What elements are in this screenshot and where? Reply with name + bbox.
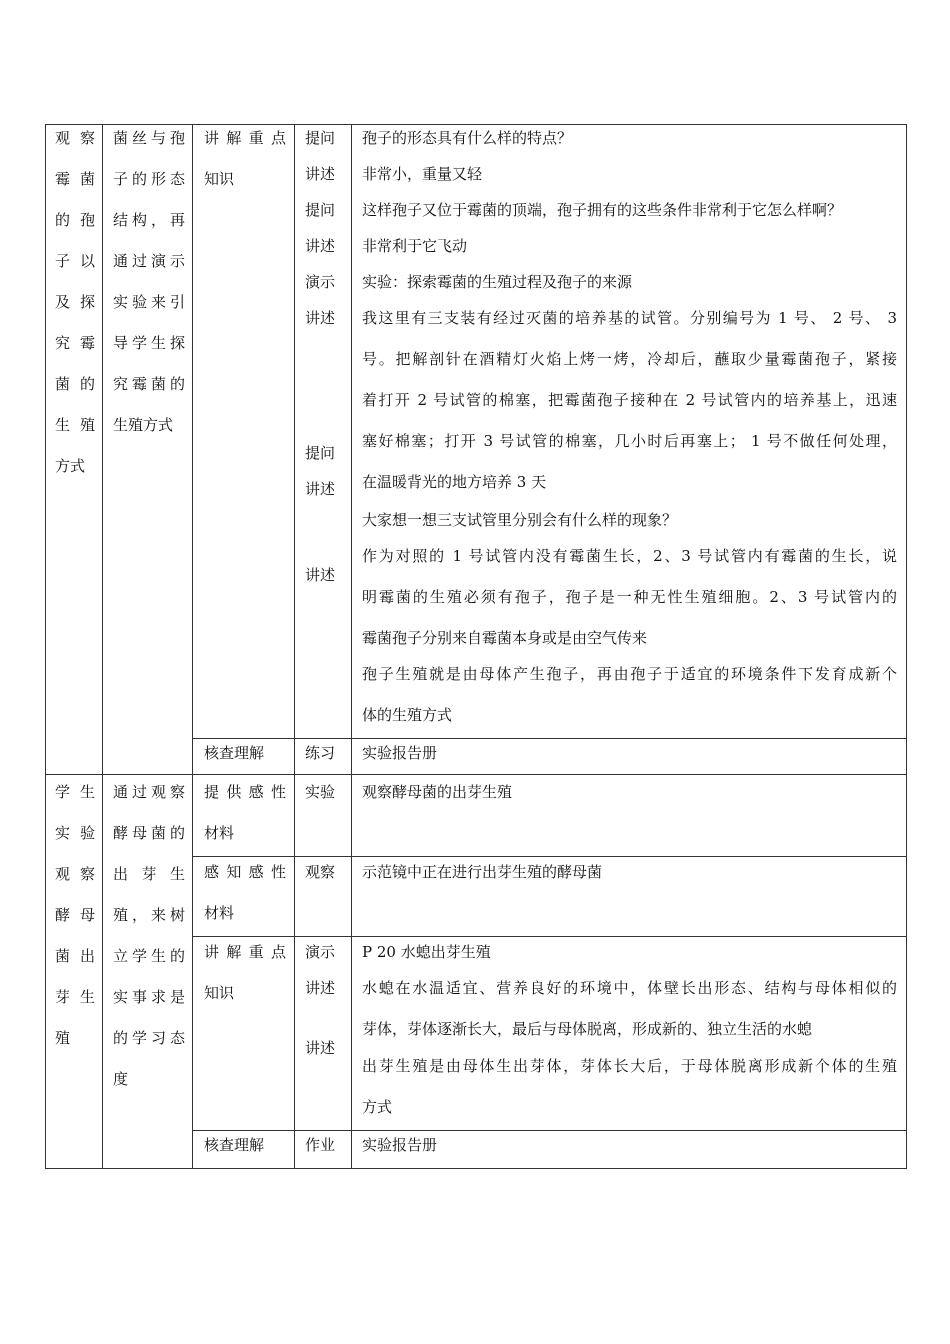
goal-line: 实验来引 [113,293,185,311]
activity-label: 提问 [305,201,336,219]
activity-label: 观察 [305,863,336,881]
stage-label: 知识 [204,170,235,188]
content-line: 出芽生殖是由母体生出芽体，芽体长大后，于母体脱离形成新个体的生殖 [362,1057,897,1075]
stage-label: 讲 解 重 点 [204,129,286,147]
content-line: 非常小，重量又轻 [362,165,483,183]
goal-line: 通过观察 [113,783,185,801]
activity-label: 提问 [305,129,336,147]
topic-line: 观 察 [55,129,95,147]
goal-line: 导学生探 [113,334,185,352]
topic-line: 实 验 [55,824,95,842]
goal-line: 度 [113,1070,129,1088]
content-line: 方式 [362,1098,393,1116]
activity-label: 讲述 [305,309,336,327]
content-line: 在温暖背光的地方培养 3 天 [362,473,547,491]
col-divider [351,124,352,1169]
activity-label: 讲述 [305,1039,336,1057]
topic-line: 子 以 [55,252,95,270]
topic-line: 究 霉 [55,334,95,352]
goal-line: 究霉菌的 [113,375,185,393]
activity-label: 讲述 [305,480,336,498]
goal-line: 子的形态 [113,170,185,188]
stage-label: 感 知 感 性 [204,863,286,881]
content-line: 芽体，芽体逐渐长大，最后与母体脱离，形成新的、独立生活的水螅 [362,1020,813,1038]
content-line: P 20 水螅出芽生殖 [362,943,491,961]
goal-line: 结构，再 [113,211,185,229]
topic-line: 方式 [55,457,86,475]
topic-line: 霉 菌 [55,170,95,188]
goal-line: 立学生的 [113,947,185,965]
content-line: 水螅在水温适宜、营养良好的环境中，体壁长出形态、结构与母体相似的 [362,979,897,997]
table-border-left [45,124,46,1169]
topic-line: 学 生 [55,783,95,801]
goal-line: 生殖方式 [113,416,174,434]
topic-line: 酵 母 [55,906,95,924]
topic-line: 的 孢 [55,211,95,229]
content-line: 我这里有三支装有经过灭菌的培养基的试管。分别编号为 1 号、 2 号、 3 [362,309,897,327]
table-border-top [45,124,907,125]
content-line: 实验报告册 [362,744,438,762]
content-line: 示范镜中正在进行出芽生殖的酵母菌 [362,863,603,881]
content-line: 这样孢子又位于霉菌的顶端，孢子拥有的这些条件非常利于它怎么样啊？ [362,201,843,219]
content-line: 实验报告册 [362,1136,438,1154]
activity-label: 提问 [305,444,336,462]
topic-line: 及 探 [55,293,95,311]
content-line: 大家想一想三支试管里分别会有什么样的现象？ [362,511,678,529]
subrow-divider [192,856,907,857]
stage-label: 核查理解 [204,744,265,762]
content-line: 孢子生殖就是由母体产生孢子，再由孢子于适宜的环境条件下发育成新个 [362,665,897,683]
topic-line: 菌 的 [55,375,95,393]
content-line: 体的生殖方式 [362,706,453,724]
activity-label: 讲述 [305,237,336,255]
subrow-divider [192,738,907,739]
content-line: 霉菌孢子分别来自霉菌本身或是由空气传来 [362,629,648,647]
content-line: 着打开 2 号试管的棉塞，把霉菌孢子接种在 2 号试管内的培养基上，迅速 [362,391,897,409]
content-line: 实验：探索霉菌的生殖过程及孢子的来源 [362,273,633,291]
stage-label: 材料 [204,824,235,842]
subrow-divider [192,936,907,937]
activity-label: 作业 [305,1136,336,1154]
content-line: 非常利于它飞动 [362,237,468,255]
goal-line: 通过演示 [113,252,185,270]
table-border-bottom [45,1168,907,1169]
activity-label: 练习 [305,744,336,762]
col-divider [102,124,103,1169]
stage-label: 知识 [204,984,235,1002]
activity-label: 讲述 [305,566,336,584]
content-line: 孢子的形态具有什么样的特点？ [362,129,573,147]
activity-label: 演示 [305,943,336,961]
topic-line: 芽 生 [55,988,95,1006]
stage-label: 材料 [204,904,235,922]
col-divider [294,124,295,1169]
topic-line: 生 殖 [55,416,95,434]
content-line: 塞好棉塞；打开 3 号试管的棉塞，几小时后再塞上； 1 号不做任何处理， [362,432,897,450]
goal-line: 出 芽 生 [113,865,185,883]
goal-line: 殖，来树 [113,906,185,924]
topic-line: 菌 出 [55,947,95,965]
stage-label: 讲 解 重 点 [204,943,286,961]
content-line: 观察酵母菌的出芽生殖 [362,783,513,801]
goal-line: 酵母菌的 [113,824,185,842]
goal-line: 的学习态 [113,1029,185,1047]
table-border-right [906,124,907,1169]
activity-label: 实验 [305,783,336,801]
content-line: 号。把解剖针在酒精灯火焰上烤一烤，冷却后，蘸取少量霉菌孢子，紧接 [362,350,897,368]
stage-label: 核查理解 [204,1136,265,1154]
topic-line: 殖 [55,1029,71,1047]
goal-line: 实事求是 [113,988,185,1006]
col-divider [192,124,193,1169]
activity-label: 讲述 [305,165,336,183]
goal-line: 菌丝与孢 [113,129,185,147]
row-divider [45,774,907,775]
content-line: 作为对照的 1 号试管内没有霉菌生长，2、3 号试管内有霉菌的生长，说 [362,547,897,565]
stage-label: 提 供 感 性 [204,783,286,801]
activity-label: 演示 [305,273,336,291]
content-line: 明霉菌的生殖必须有孢子，孢子是一种无性生殖细胞。2、3 号试管内的 [362,588,897,606]
topic-line: 观 察 [55,865,95,883]
activity-label: 讲述 [305,979,336,997]
subrow-divider [192,1130,907,1131]
